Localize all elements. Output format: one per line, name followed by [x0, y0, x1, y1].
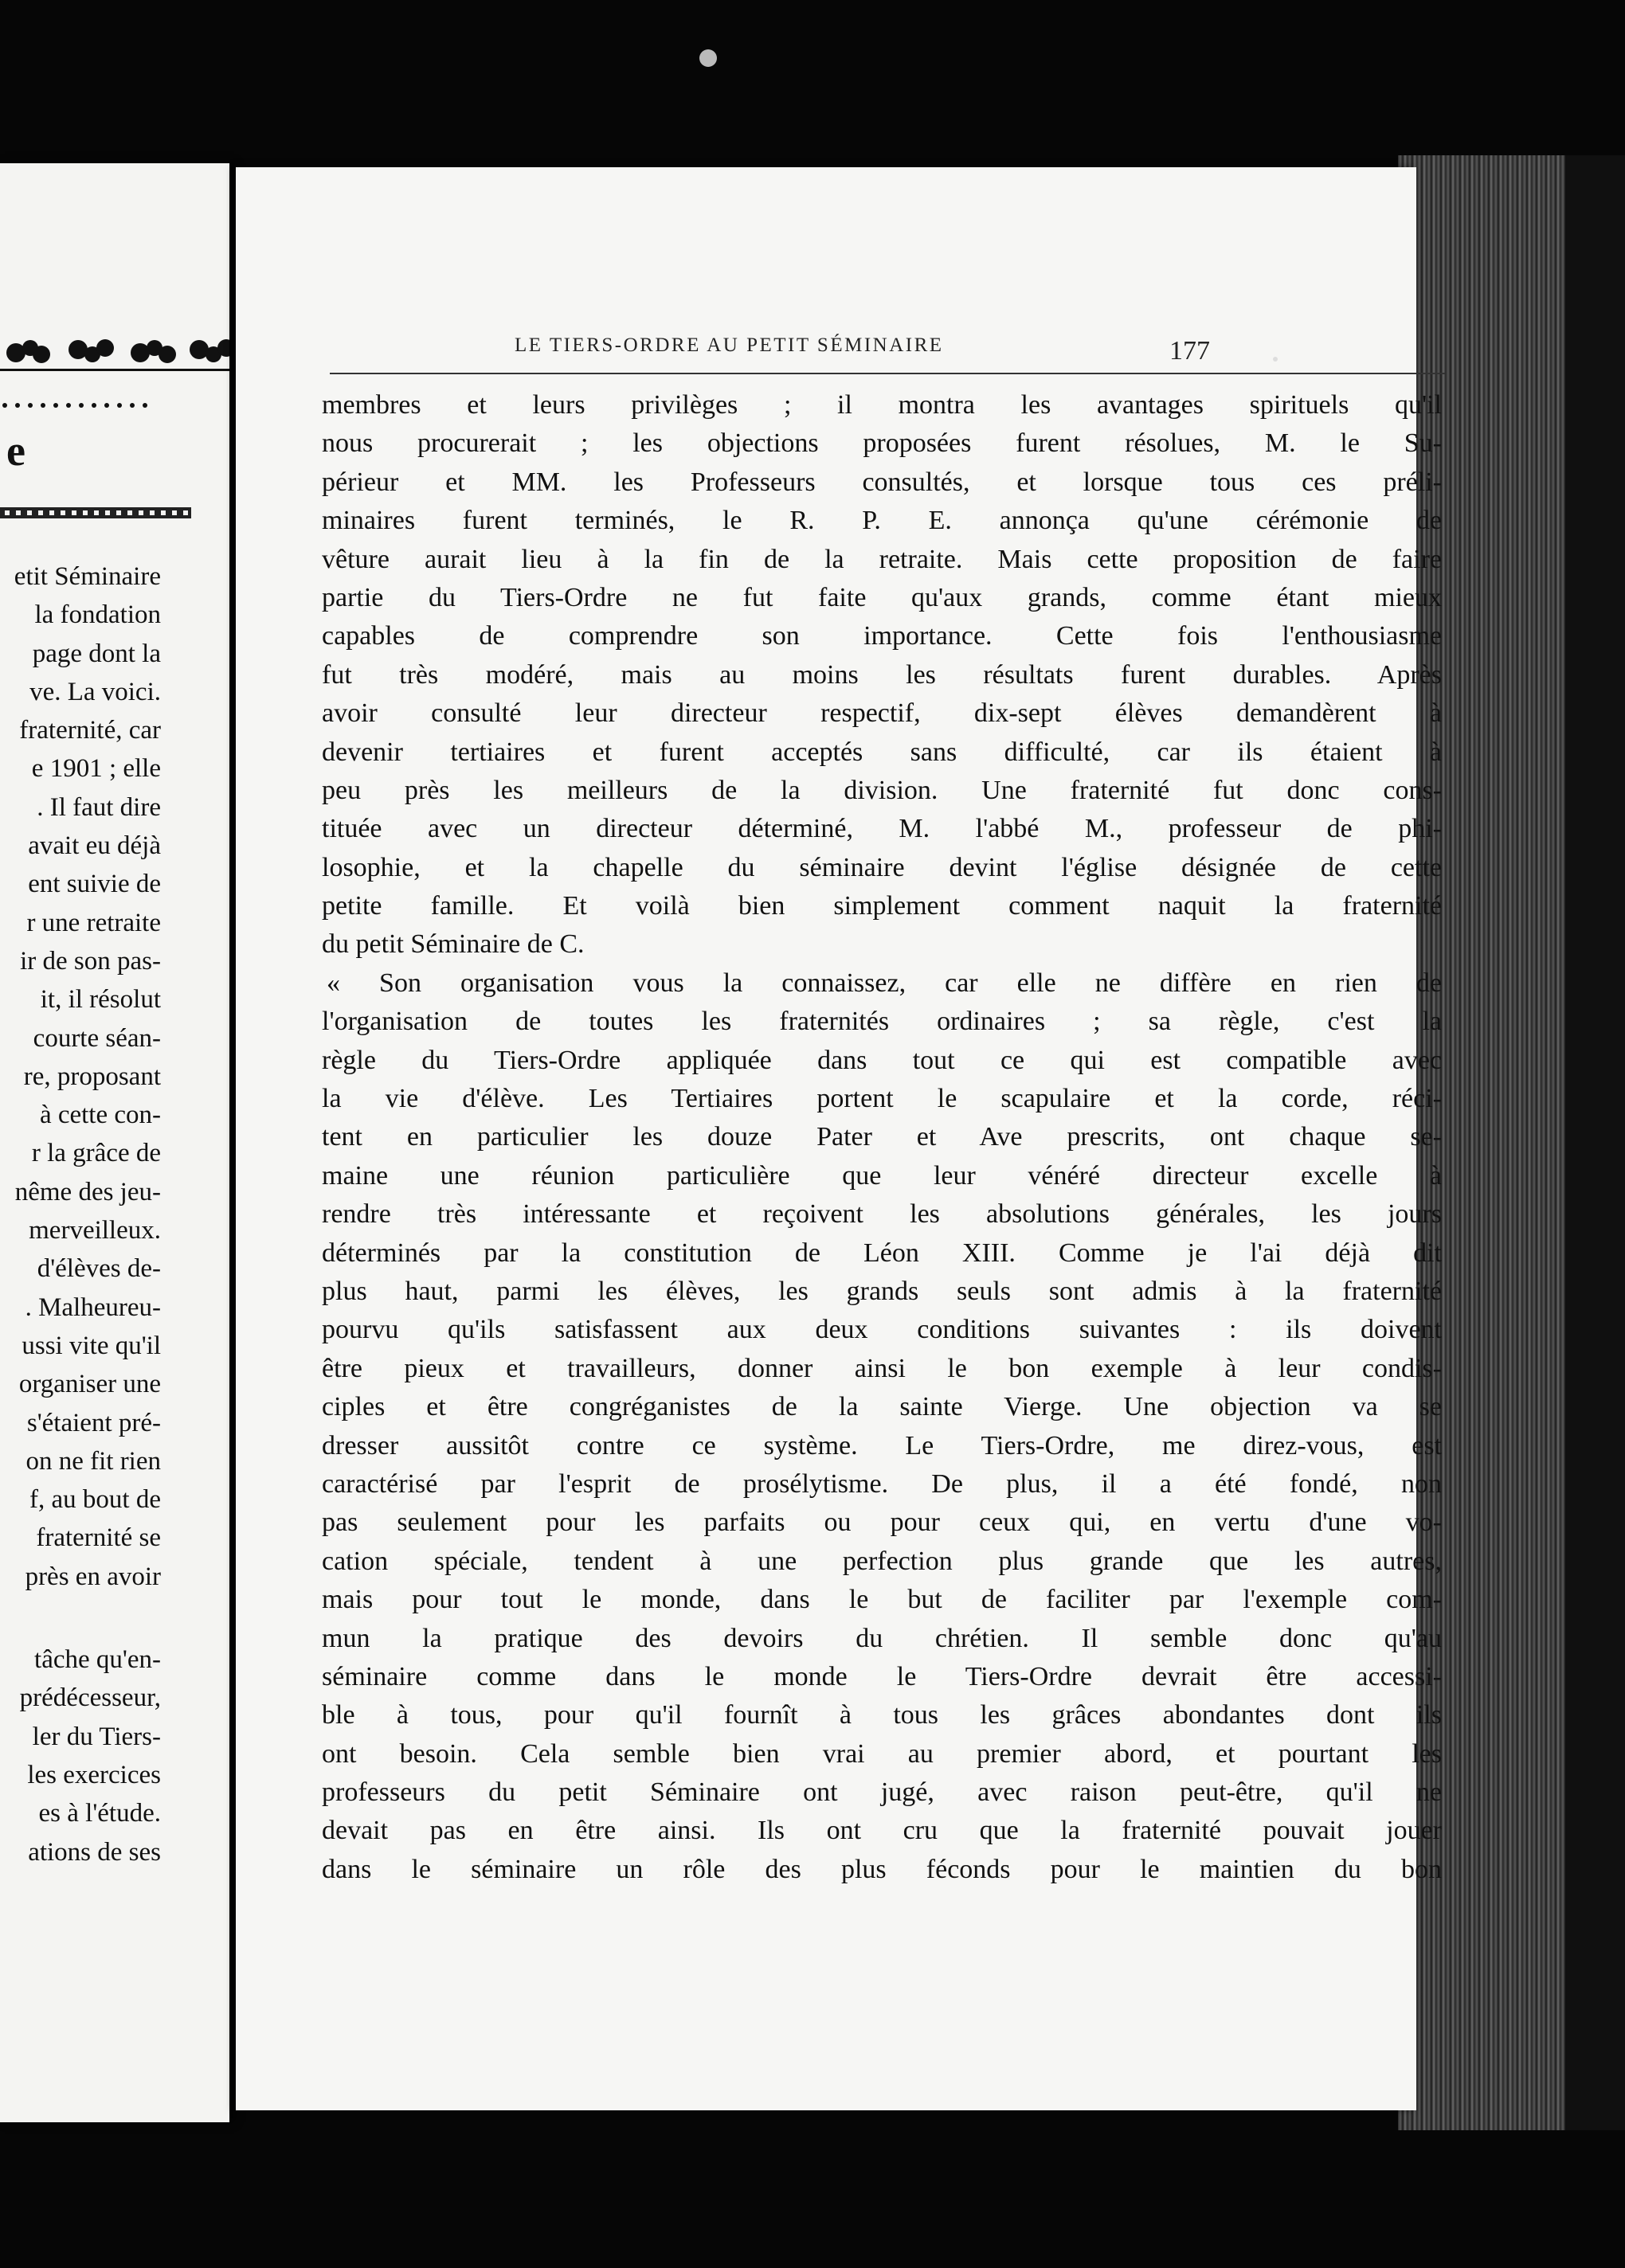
left-line: ler du Tiers-	[32, 1722, 161, 1751]
left-line: organiser une	[18, 1370, 161, 1399]
right-page	[236, 167, 1442, 2110]
text-line: être pieux et travailleurs, donner ainsi le bon exemple à leur condis-	[322, 1353, 1442, 1383]
left-line: it, il résolut	[40, 985, 161, 1015]
text-line: avoir consulté leur directeur respectif, dix-sept élèves demandèrent à	[322, 698, 1442, 729]
running-head: LE TIERS-ORDRE AU PETIT SÉMINAIRE	[515, 334, 944, 356]
text-line: partie du Tiers-Ordre ne fut faite qu'aux grands, comme étant mieux	[322, 582, 1442, 612]
text-line: « Son organisation vous la connaissez, car elle ne diffère en rien de	[327, 968, 1442, 998]
background-speck	[1273, 357, 1278, 362]
left-line: la fondation	[34, 600, 161, 630]
left-line: merveilleux.	[29, 1216, 161, 1245]
left-line: on ne fit rien	[25, 1446, 161, 1476]
text-line: maine une réunion particulière que leur vénéré directeur excelle à	[322, 1160, 1442, 1191]
text-line: caractérisé par l'esprit de prosélytisme. De plus, il a été fondé, non	[322, 1468, 1442, 1499]
left-line: . Il faut dire	[37, 792, 161, 822]
left-page-title-fragment: e	[6, 427, 25, 475]
text-line: règle du Tiers-Ordre appliquée dans tout ce qui est compatible avec	[322, 1045, 1442, 1075]
text-line: minaires furent terminés, le R. P. E. annonça qu'une cérémonie de	[322, 506, 1442, 536]
left-line: r une retraite	[26, 908, 161, 937]
ornament-band	[0, 506, 229, 520]
text-line: pourvu qu'ils satisfassent aux deux conditions suivantes : ils doivent	[322, 1315, 1442, 1345]
page-number: 177	[1169, 336, 1210, 366]
text-line: vêture aurait lieu à la fin de la retraite. Mais cette proposition de faire	[322, 544, 1442, 574]
text-line: déterminés par la constitution de Léon XIII. Comme je l'ai déjà dit	[322, 1238, 1442, 1268]
text-line: tent en particulier les douze Pater et Ave prescrits, ont chaque se-	[322, 1122, 1442, 1152]
header-rule	[330, 373, 1445, 374]
body-text	[322, 386, 1442, 1889]
left-line: fraternité, car	[19, 716, 161, 745]
left-line: les exercices	[27, 1760, 161, 1789]
text-line: losophie, et la chapelle du séminaire devint l'église désignée de cette	[322, 852, 1442, 882]
text-line: dans le séminaire un rôle des plus féconds pour le maintien du bon	[322, 1854, 1442, 1884]
text-line: devait pas en être ainsi. Ils ont cru que la fraternité pouvait jouer	[322, 1816, 1442, 1846]
left-line: ve. La voici.	[29, 677, 161, 706]
text-line: tituée avec un directeur déterminé, M. l'abbé M., professeur de phi-	[322, 814, 1442, 844]
left-line: . Malheureu-	[25, 1292, 161, 1322]
text-line: mais pour tout le monde, dans le but de faciliter par l'exemple com-	[322, 1585, 1442, 1615]
left-line: ussi vite qu'il	[22, 1331, 161, 1360]
ornament-header	[0, 330, 229, 378]
text-line: périeur et MM. les Professeurs consultés, et lorsque tous ces préli-	[322, 467, 1442, 497]
text-line: professeurs du petit Séminaire ont jugé, avec raison peut-être, qu'il ne	[322, 1777, 1442, 1808]
text-line: rendre très intéressante et reçoivent les absolutions générales, les jours	[322, 1199, 1442, 1230]
text-line: cation spéciale, tendent à une perfection plus grande que les autres,	[322, 1546, 1442, 1576]
text-line: capables de comprendre son importance. Cette fois l'enthousiasme	[322, 621, 1442, 651]
book-cover-edge	[1565, 155, 1625, 2130]
text-line: membres et leurs privilèges ; il montra les avantages spirituels qu'il	[322, 390, 1442, 420]
left-line: nême des jeu-	[14, 1177, 161, 1206]
left-line: e 1901 ; elle	[31, 754, 161, 784]
left-line: page dont la	[32, 639, 161, 668]
text-line: petite famille. Et voilà bien simplement comment naquit la fraternité	[322, 891, 1442, 921]
text-line: ble à tous, pour qu'il fournît à tous les grâces abondantes dont ils	[322, 1700, 1442, 1730]
left-page-text	[14, 557, 161, 1871]
text-line: ciples et être congréganistes de la sainte Vierge. Une objection va se	[322, 1392, 1442, 1422]
left-line: d'élèves de-	[37, 1254, 161, 1284]
text-line: séminaire comme dans le monde le Tiers-Ordre devrait être accessi-	[322, 1661, 1442, 1691]
text-line: la vie d'élève. Les Tertiaires portent le scapulaire et la corde, réci-	[322, 1084, 1442, 1114]
text-line: l'organisation de toutes les fraternités ordinaires ; sa règle, c'est la	[322, 1007, 1442, 1037]
left-line: à cette con-	[39, 1101, 161, 1130]
left-line: ent suivie de	[28, 870, 161, 899]
left-line: avait eu déjà	[28, 831, 161, 861]
left-line: es à l'étude.	[38, 1799, 161, 1828]
left-line: re, proposant	[23, 1062, 161, 1091]
left-line: tâche qu'en-	[34, 1645, 161, 1675]
left-line: prédécesseur,	[19, 1683, 161, 1713]
ornament-rule	[0, 402, 229, 409]
left-line: près en avoir	[25, 1562, 161, 1591]
left-line: ations de ses	[28, 1837, 161, 1867]
left-page	[0, 163, 229, 2122]
text-line: plus haut, parmi les élèves, les grands seuls sont admis à la fraternité	[322, 1276, 1442, 1306]
text-line: nous procurerait ; les objections proposées furent résolues, M. le Su-	[322, 428, 1442, 459]
text-line: mun la pratique des devoirs du chrétien. Il semble donc qu'au	[322, 1623, 1442, 1653]
text-line: devenir tertiaires et furent acceptés sans difficulté, car ils étaient à	[322, 737, 1442, 767]
text-line: fut très modéré, mais au moins les résultats furent durables. Après	[322, 659, 1442, 690]
text-line: dresser aussitôt contre ce système. Le Tiers-Ordre, me direz-vous, est	[322, 1430, 1442, 1461]
left-line: fraternité se	[36, 1523, 161, 1553]
left-line: etit Séminaire	[14, 562, 161, 591]
left-line: s'étaient pré-	[26, 1408, 161, 1437]
left-line: ir de son pas-	[20, 946, 161, 976]
text-line: du petit Séminaire de C.	[322, 929, 585, 960]
left-line: f, au bout de	[29, 1485, 161, 1515]
left-line: r la grâce de	[31, 1139, 161, 1168]
text-line: peu près les meilleurs de la division. Une fraternité fut donc cons-	[322, 775, 1442, 805]
left-line: courte séan-	[33, 1023, 161, 1053]
background-speck	[699, 49, 717, 67]
text-line: ont besoin. Cela semble bien vrai au premier abord, et pourtant les	[322, 1738, 1442, 1769]
text-line: pas seulement pour les parfaits ou pour ceux qui, en vertu d'une vo-	[322, 1507, 1442, 1538]
